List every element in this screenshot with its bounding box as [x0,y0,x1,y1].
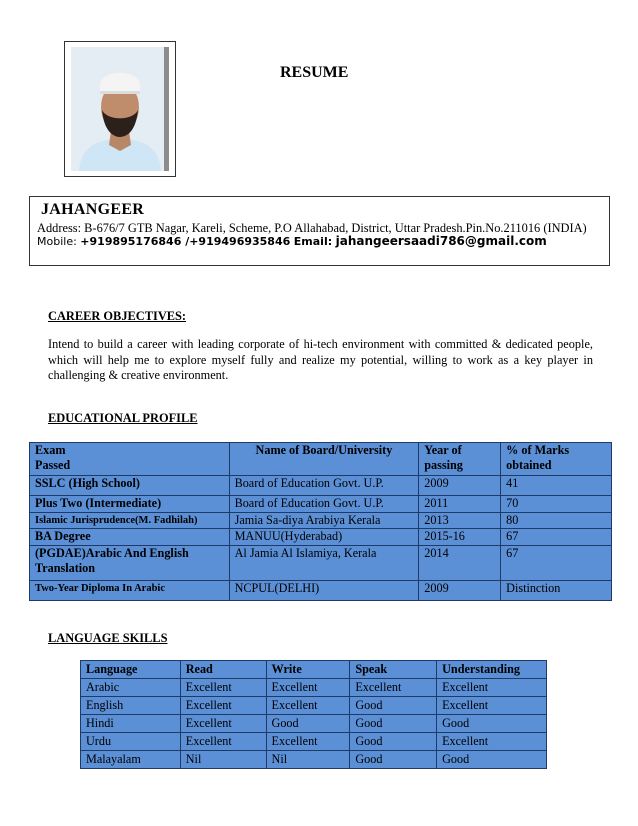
header-year: Year of passing [419,443,501,476]
career-heading: CAREER OBJECTIVES: [48,309,187,323]
education-table [29,442,612,601]
row-year: 2009 [419,581,501,601]
table-row [30,476,612,496]
header-speak: Speak [350,661,437,679]
mobile-label: Mobile: [37,235,77,248]
row-year: 2013 [419,513,501,529]
row-board: Board of Education Govt. U.P. [229,496,419,513]
row-marks: 80 [501,513,612,529]
table-row: Malayalam Nil Nil Good Good [81,751,547,769]
table-row [30,581,612,601]
table-row: English Excellent Excellent Good Excellent [81,697,547,715]
document-title: RESUME [280,64,349,81]
person-silhouette [71,47,169,171]
header-exam: Exam Passed [30,443,230,476]
table-row: Urdu Excellent Excellent Good Excellent [81,733,547,751]
row-board: NCPUL(DELHI) [229,581,419,601]
table-row [30,546,612,581]
row-exam: Islamic Jurisprudence(M. Fadhilah) [30,513,230,529]
header-write: Write [266,661,350,679]
profile-photo [64,41,176,177]
row-marks: 67 [501,546,612,581]
row-board: Jamia Sa-diya Arabiya Kerala [229,513,419,529]
row-exam: (PGDAE)Arabic And English Translation [30,546,230,581]
header-understanding: Understanding [437,661,547,679]
email-value: jahangeersaadi786@gmail.com [335,234,547,248]
row-board: Al Jamia Al Islamiya, Kerala [229,546,419,581]
language-table [80,660,547,769]
table-row [30,496,612,513]
row-marks: 67 [501,529,612,546]
languages-heading: LANGUAGE SKILLS [48,631,168,645]
header-read: Read [180,661,266,679]
address-label: Address: [37,221,82,235]
row-marks: Distinction [501,581,612,601]
mobile-value: +919895176846 /+919496935846 [80,235,291,248]
header-language: Language [81,661,181,679]
row-year: 2011 [419,496,501,513]
table-row [30,529,612,546]
row-board: MANUU(Hyderabad) [229,529,419,546]
header-marks: % of Marks obtained [501,443,612,476]
row-exam: SSLC (High School) [30,476,230,496]
row-exam: Two-Year Diploma In Arabic [30,581,230,601]
row-year: 2014 [419,546,501,581]
row-exam: BA Degree [30,529,230,546]
photo-image [71,47,169,171]
contact-line [37,234,547,248]
row-year: 2015-16 [419,529,501,546]
row-marks: 41 [501,476,612,496]
row-marks: 70 [501,496,612,513]
education-heading: EDUCATIONAL PROFILE [48,411,198,425]
address-value: B-676/7 GTB Nagar, Kareli, Scheme, P.O Allahabad, District, Uttar Pradesh.Pin.No.211016 (INDIA) [84,221,587,235]
table-row [30,513,612,529]
email-label: Email: [293,235,333,248]
table-header-row [30,443,612,476]
row-year: 2009 [419,476,501,496]
applicant-name: JAHANGEER [41,201,145,218]
table-header-row [81,661,547,679]
row-board: Board of Education Govt. U.P. [229,476,419,496]
header-board: Name of Board/University [229,443,419,476]
table-row: Hindi Excellent Good Good Good [81,715,547,733]
table-row: Arabic Excellent Excellent Excellent Excellent [81,679,547,697]
row-exam: Plus Two (Intermediate) [30,496,230,513]
career-text: Intend to build a career with leading corporate of hi-tech environment with committed & dedicated people, which will help me to explore myself fully and realize my potential, willing to work as a key player in challenging & creative environment. [48,337,593,382]
